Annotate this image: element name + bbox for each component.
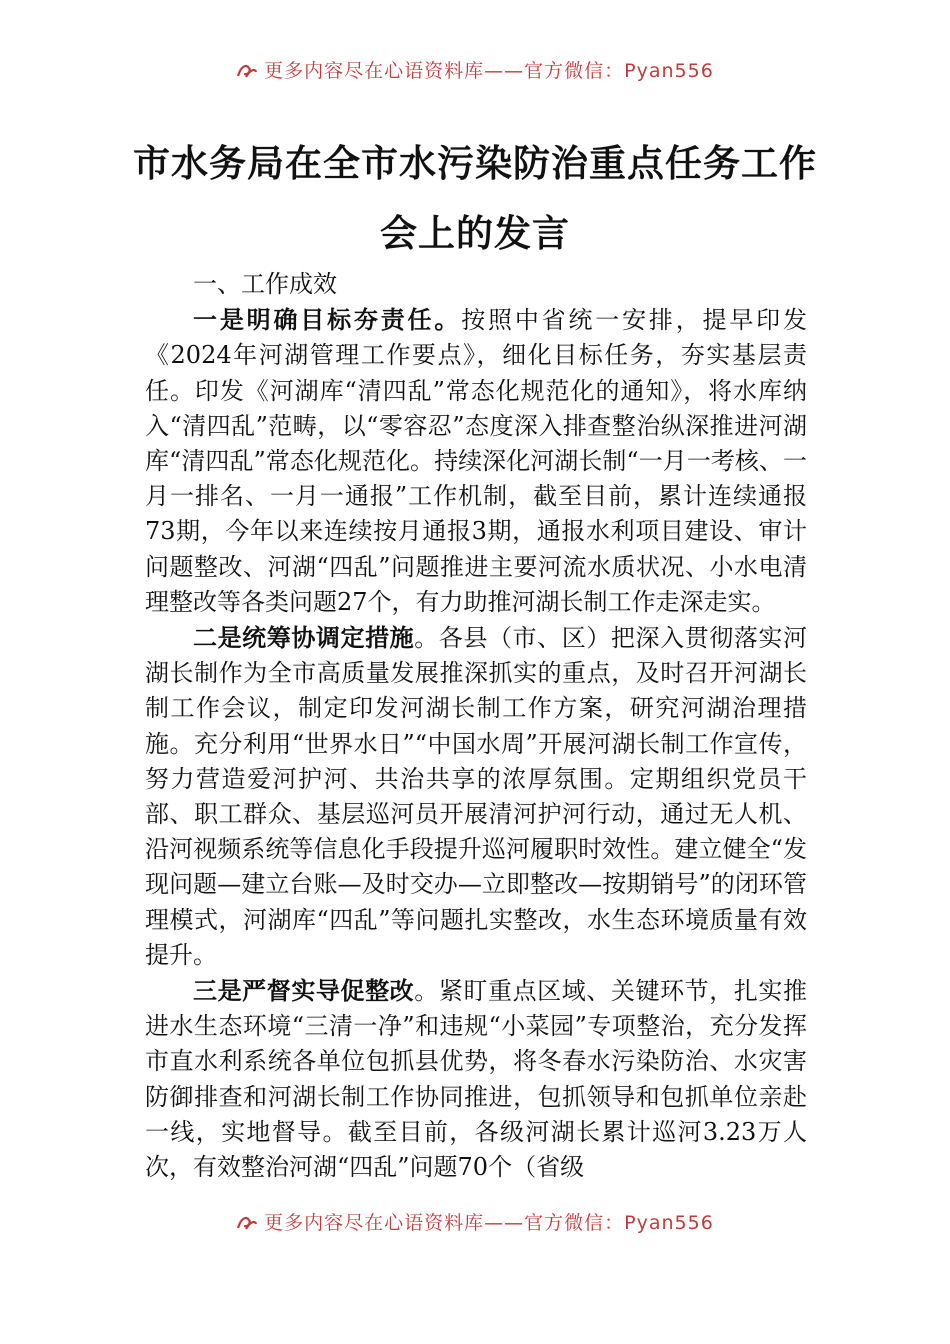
watermark-text: 更多内容尽在心语资料库——官方微信：Pyan556: [264, 60, 714, 82]
paragraph-2: [145, 620, 807, 973]
paragraph-3: [145, 973, 807, 1185]
paragraph-body: 。紧盯重点区域、关键环节，扎实推进水生态环境“三清一净”和违规“小菜园”专项整治，充分发挥市直水利系统各单位包抓县优势，将冬春水污染防治、水灾害防御排查和河湖长制工作协同推进，包抓领导和包抓单位亲赴一线，实地督导。截至目前，各级河湖长累计巡河3.23万人次，有效整治河湖“四乱”问题70个（省级: [145, 977, 807, 1182]
paragraph-body: 。各县（市、区）把深入贯彻落实河湖长制作为全市高质量发展推深抓实的重点，及时召开河湖长制工作会议，制定印发河湖长制工作方案，研究河湖治理措施。充分利用“世界水日”“中国水周”开展河湖长制工作宣传，努力营造爱河护河、共治共享的浓厚氛围。定期组织党员干部、职工群众、基层巡河员开展清河护河行动，通过无人机、沿河视频系统等信息化手段提升巡河履职时效性。建立健全“发现问题—建立台账—及时交办—立即整改—按期销号”的闭环管理模式，河湖库“四乱”等问题扎实整改，水生态环境质量有效提升。: [145, 624, 807, 969]
paragraph-lead: 一是明确目标夯责任。: [193, 305, 462, 335]
watermark-logo-icon: [236, 1214, 258, 1232]
document-title-line-2: 会上的发言: [380, 211, 570, 255]
watermark-logo-icon: [236, 62, 258, 80]
paragraph-lead: 二是统筹协调定措施: [193, 623, 415, 653]
section-heading: 一、工作成效: [193, 270, 337, 298]
document-body: [145, 267, 807, 1185]
paragraph-lead: 三是严督实导促整改: [193, 976, 415, 1006]
watermark-top: [0, 56, 950, 86]
document-title-line-1: 市水务局在全市水污染防治重点任务工作: [133, 141, 817, 185]
watermark-bottom: [0, 1208, 950, 1238]
paragraph-body: 按照中省统一安排，提早印发《2024年河湖管理工作要点》，细化目标任务，夯实基层责任。印发《河湖库“清四乱”常态化规范化的通知》，将水库纳入“清四乱”范畴，以“零容忍”态度深入排查整治纵深推进河湖库“清四乱”常态化规范化。持续深化河湖长制“一月一考核、一月一排名、一月一通报”工作机制，截至目前，累计连续通报73期，今年以来连续按月通报3期，通报水利项目建设、审计问题整改、河湖“四乱”问题推进主要河流水质状况、小水电清理整改等各类问题27个，有力助推河湖长制工作走深走实。: [145, 306, 808, 616]
paragraph-1: [145, 302, 807, 620]
watermark-text: 更多内容尽在心语资料库——官方微信：Pyan556: [264, 1212, 714, 1234]
